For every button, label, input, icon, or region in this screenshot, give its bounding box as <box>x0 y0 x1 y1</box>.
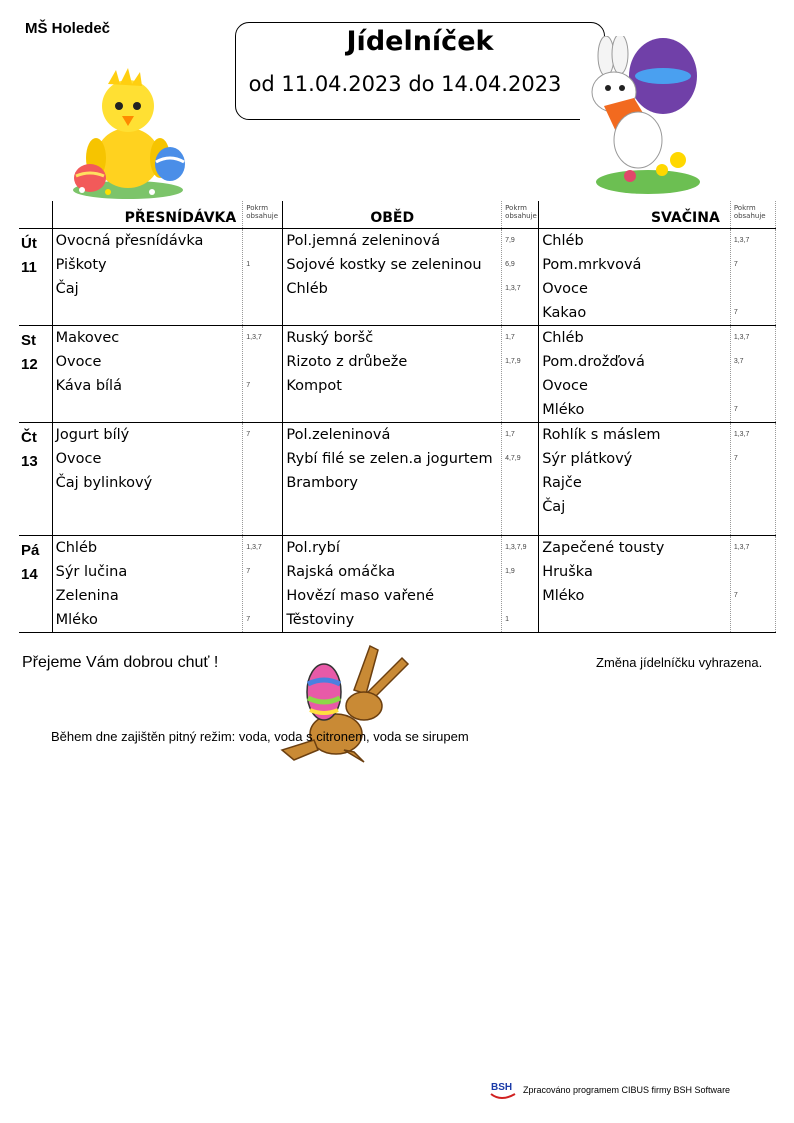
breakfast-allergens <box>243 277 282 301</box>
menu-table <box>19 201 776 633</box>
lunch-dish <box>283 495 501 519</box>
lunch-allergens: 1,7 <box>505 430 515 438</box>
breakfast-allergens: 7 <box>246 567 251 575</box>
snack-allergens <box>731 277 775 301</box>
snack-allergens: 1,3,7 <box>733 236 750 244</box>
day-date: 12 <box>21 355 38 373</box>
snack-cell <box>539 422 731 535</box>
breakfast-allergens: 1 <box>246 260 251 268</box>
snack-dish: Chléb <box>542 329 584 346</box>
breakfast-dish: Ovoce <box>55 353 102 370</box>
breakfast-allergens: 7 <box>246 381 251 389</box>
lunch-dish: Kompot <box>286 377 342 394</box>
lunch-dish: Pol.rybí <box>286 539 340 556</box>
lunch-dish <box>283 398 501 422</box>
snack-allergens <box>731 560 775 584</box>
snack-allergens <box>731 471 775 495</box>
snack-header: SVAČINA <box>539 201 731 228</box>
lunch-allergen-cell <box>502 535 539 632</box>
day-date: 11 <box>21 258 37 276</box>
lunch-allergens: 1,9 <box>505 567 515 575</box>
snack-allergens <box>731 374 775 398</box>
snack-allergens: 1,3,7 <box>733 333 750 341</box>
lunch-cell <box>283 325 502 422</box>
snack-dish: Pom.mrkvová <box>542 256 642 273</box>
breakfast-allergens: 1,3,7 <box>246 333 262 341</box>
snack-dish: Rajče <box>542 474 582 491</box>
lunch-dish: Pol.jemná zeleninová <box>286 232 441 249</box>
breakfast-header: PŘESNÍDÁVKA <box>52 201 243 228</box>
breakfast-cell <box>52 325 243 422</box>
lunch-allergens <box>502 511 538 535</box>
breakfast-dish <box>53 301 243 325</box>
breakfast-dish: Ovoce <box>55 450 102 467</box>
menu-header-row <box>19 201 776 228</box>
snack-allergens: 7 <box>733 591 738 599</box>
breakfast-allergen-cell <box>243 422 283 535</box>
breakfast-dish <box>53 398 243 422</box>
snack-dish: Chléb <box>542 232 584 249</box>
lunch-dish: Rybí filé se zelen.a jogurtem <box>286 450 493 467</box>
lunch-dish: Chléb <box>286 280 328 297</box>
breakfast-allergens <box>243 350 282 374</box>
breakfast-allergens <box>243 584 282 608</box>
snack-dish: Kakao <box>542 304 587 321</box>
snack-dish: Mléko <box>542 587 585 604</box>
snack-allergens: 7 <box>733 454 738 462</box>
day-name: Út <box>21 234 37 252</box>
breakfast-allergens: 7 <box>246 615 251 623</box>
menu-change-note: Změna jídelníčku vyhrazena. <box>596 655 763 670</box>
breakfast-cell <box>52 535 243 632</box>
snack-dish: Ovoce <box>542 280 588 297</box>
lunch-allergen-cell <box>502 325 539 422</box>
snack-allergens <box>731 495 775 519</box>
breakfast-allergen-cell <box>243 228 283 325</box>
lunch-allergens: 1 <box>505 615 509 623</box>
snack-allergen-cell <box>730 325 775 422</box>
snack-cell <box>539 325 731 422</box>
day-name: Pá <box>21 541 40 559</box>
lunch-allergens <box>502 374 538 398</box>
snack-cell <box>539 228 731 325</box>
breakfast-allergen-cell <box>243 535 283 632</box>
snack-dish: Pom.drožďová <box>542 353 645 370</box>
day-cell <box>19 535 52 632</box>
lunch-cell <box>283 422 502 535</box>
day-row <box>19 325 776 422</box>
breakfast-dish: Káva bílá <box>55 377 122 394</box>
day-header <box>19 201 52 228</box>
breakfast-allergens <box>243 398 282 422</box>
snack-dish: Čaj <box>542 498 566 515</box>
drinking-regime-note: Během dne zajištěn pitný režim: voda, voda s citronem, voda se sirupem <box>51 729 469 744</box>
snack-dish: Rohlík s máslem <box>542 426 661 443</box>
lunch-cell <box>283 535 502 632</box>
snack-dish: Hruška <box>542 563 593 580</box>
day-name: St <box>21 331 36 349</box>
easter-hare-illustration <box>274 640 412 766</box>
breakfast-allergens: 1,3,7 <box>246 543 262 551</box>
lunch-allergens <box>502 398 538 422</box>
day-row <box>19 422 776 535</box>
svg-text:BSH: BSH <box>491 1082 513 1093</box>
breakfast-dish: Zelenina <box>55 587 119 604</box>
lunch-allergen-header: Pokrm obsahuje <box>502 201 539 228</box>
easter-chick-illustration <box>68 66 188 200</box>
bsh-logo <box>489 1080 517 1104</box>
snack-allergen-header: Pokrm obsahuje <box>730 201 775 228</box>
breakfast-dish <box>53 495 243 519</box>
lunch-allergens: 1,3,7,9 <box>505 543 527 551</box>
breakfast-allergens <box>243 229 282 253</box>
school-name: MŠ Holedeč <box>25 20 111 37</box>
day-date: 13 <box>21 452 38 470</box>
lunch-allergen-cell <box>502 228 539 325</box>
breakfast-allergens <box>243 447 282 471</box>
snack-dish: Zapečené tousty <box>542 539 665 556</box>
lunch-allergens <box>502 487 538 511</box>
snack-cell <box>539 535 731 632</box>
date-range: od 11.04.2023 do 14.04.2023 <box>248 72 562 96</box>
snack-allergen-cell <box>730 422 775 535</box>
breakfast-cell <box>52 228 243 325</box>
snack-dish <box>539 608 730 632</box>
lunch-dish: Těstoviny <box>286 611 355 628</box>
breakfast-allergens <box>243 471 282 495</box>
lunch-allergens: 1,7 <box>505 333 515 341</box>
software-credit: Zpracováno programem CIBUS firmy BSH Software <box>523 1085 731 1095</box>
breakfast-allergens <box>243 301 282 325</box>
snack-allergens <box>731 608 775 632</box>
snack-allergens: 1,3,7 <box>733 543 750 551</box>
day-name: Čt <box>21 428 37 446</box>
breakfast-dish: Čaj bylinkový <box>55 474 153 491</box>
breakfast-dish: Makovec <box>55 329 120 346</box>
snack-allergens: 7 <box>733 260 738 268</box>
lunch-allergens <box>502 584 538 608</box>
breakfast-dish: Jogurt bílý <box>55 426 130 443</box>
breakfast-dish: Ovocná přesnídávka <box>55 232 204 249</box>
lunch-dish: Pol.zeleninová <box>286 426 391 443</box>
bon-appetit-text: Přejeme Vám dobrou chuť ! <box>22 654 219 671</box>
breakfast-allergens: 7 <box>246 430 251 438</box>
lunch-allergens: 1,3,7 <box>505 284 521 292</box>
breakfast-allergens <box>243 495 282 519</box>
breakfast-dish: Mléko <box>55 611 98 628</box>
lunch-allergens: 7,9 <box>505 236 515 244</box>
lunch-dish: Rajská omáčka <box>286 563 396 580</box>
lunch-dish: Brambory <box>286 474 358 491</box>
breakfast-allergen-header: Pokrm obsahuje <box>243 201 283 228</box>
snack-allergens: 7 <box>733 308 738 316</box>
day-row <box>19 535 776 632</box>
snack-allergens: 7 <box>733 405 738 413</box>
lunch-dish: Sojové kostky se zeleninou <box>286 256 482 273</box>
day-cell <box>19 422 52 535</box>
snack-dish: Sýr plátkový <box>542 450 633 467</box>
day-date: 14 <box>21 565 38 583</box>
lunch-allergens: 4,7,9 <box>505 454 521 462</box>
lunch-header: OBĚD <box>283 201 502 228</box>
day-cell <box>19 228 52 325</box>
snack-allergens: 3,7 <box>733 357 744 365</box>
lunch-allergens: 1,7,9 <box>505 357 521 365</box>
snack-dish: Ovoce <box>542 377 588 394</box>
lunch-allergen-cell <box>502 422 539 535</box>
breakfast-dish: Chléb <box>55 539 98 556</box>
breakfast-dish: Čaj <box>55 280 79 297</box>
snack-allergens: 1,3,7 <box>733 430 750 438</box>
lunch-dish: Hovězí maso vařené <box>286 587 435 604</box>
lunch-cell <box>283 228 502 325</box>
easter-bunny-illustration <box>578 36 702 196</box>
breakfast-allergen-cell <box>243 325 283 422</box>
snack-dish: Mléko <box>542 401 585 418</box>
snack-allergen-cell <box>730 228 775 325</box>
lunch-allergens: 6,9 <box>505 260 515 268</box>
lunch-dish: Ruský boršč <box>286 329 374 346</box>
breakfast-dish: Piškoty <box>55 256 107 273</box>
day-row <box>19 228 776 325</box>
lunch-dish: Rizoto z drůbeže <box>286 353 408 370</box>
lunch-allergens <box>502 301 538 325</box>
snack-allergen-cell <box>730 535 775 632</box>
day-cell <box>19 325 52 422</box>
breakfast-dish: Sýr lučina <box>55 563 128 580</box>
lunch-dish <box>283 301 501 325</box>
breakfast-cell <box>52 422 243 535</box>
page-title: Jídelníček <box>346 26 494 57</box>
